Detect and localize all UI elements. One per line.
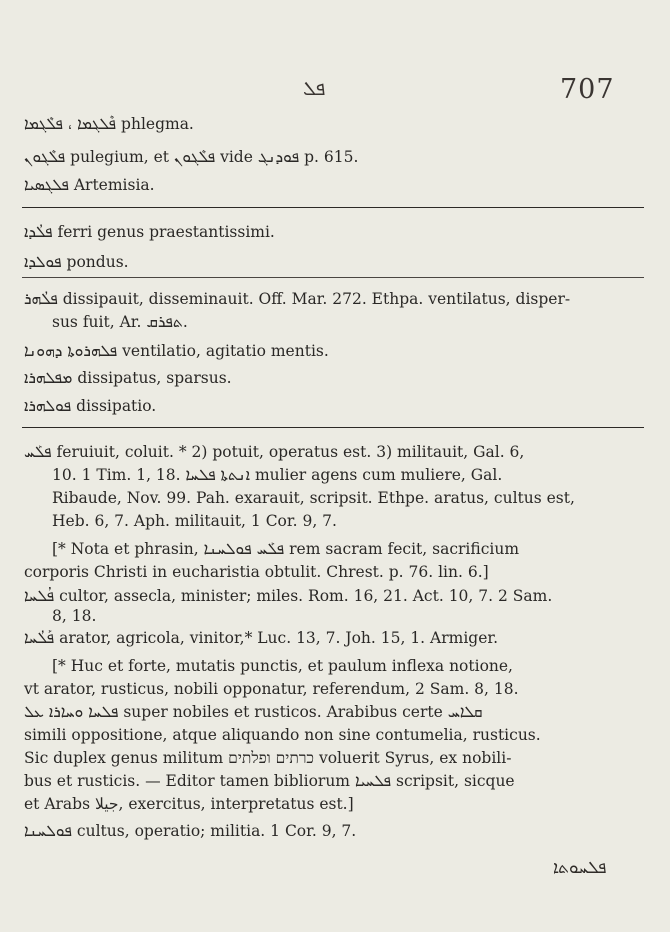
entry-line: Sic duplex genus militum כרתים ופלתים voluerit Syrus, ex nobili- <box>24 749 512 767</box>
entry-line: ܦܠܶܓܘܢ pulegium, et ܦܠܶܓܘܢ vide ܦܘܕܢܓ p. 615. <box>24 148 359 166</box>
entry-line: [* Nota et phrasin, ܦܠܰܚ ܦܘܠܚܢܐ rem sacram fecit, sacrificium <box>52 540 520 558</box>
entry-line: ܦܠܗܪܘܬܐ ܕܗܘܢܐ ventilatio, agitatio mentis. <box>24 342 329 360</box>
entry-line: vt arator, rusticus, nobili opponatur, referendum, 2 Sam. 8, 18. <box>24 680 519 698</box>
entry-line: ܦܶܠܓܡܐ ، ܦܠܶܓܡܐ phlegma. <box>24 115 194 133</box>
entry-line: corporis Christi in eucharistia obtulit. Chrest. p. 76. lin. 6.] <box>24 563 489 581</box>
entry-line: ܦܰܠܳܚܐ arator, agricola, vinitor,* Luc. 13, 7. Joh. 15, 1. Armiger. <box>24 629 499 647</box>
section-divider <box>22 277 644 278</box>
entry-line: ܦܳܠܚܐ cultor, assecla, minister; miles. Rom. 16, 21. Act. 10, 7. 2 Sam. <box>24 587 553 605</box>
entry-line: bus et rusticis. — Editor tamen bibliorum ܦܠܚܝܐ scripsit, sicque <box>24 772 515 790</box>
entry-line: Ribaude, Nov. 99. Pah. exarauit, scripsit. Ethpe. aratus, cultus est, <box>52 489 575 507</box>
entry-line: ܦܠܰܚ feruiuit, coluit. * 2) potuit, operatus est. 3) militauit, Gal. 6, <box>24 443 525 461</box>
entry-line: Heb. 6, 7. Aph. militauit, 1 Cor. 9, 7. <box>52 512 337 530</box>
entry-line: ܦܘܠܚܢܐ cultus, operatio; militia. 1 Cor. 9, 7. <box>24 822 357 840</box>
entry-line: ܦܠܳܕܐ ferri genus praestantissimi. <box>24 223 275 241</box>
section-divider <box>22 207 644 208</box>
entry-line: simili oppositione, atque aliquando non sine contumelia, rusticus. <box>24 726 541 744</box>
entry-line: sus fuit, Ar. ܬܦܪܩ. <box>52 313 188 331</box>
catchword: ܦܠܚܘܬܐ <box>553 858 607 878</box>
entry-line: ܦܠܚܐ ܘܚܐܪܐ ܥܠ super nobiles et rusticos. Arabibus certe ܩܠܐܚ <box>24 703 483 721</box>
section-divider <box>22 427 644 428</box>
page-number: 707 <box>560 74 615 105</box>
entry-line: ܦܘܠܕܐ pondus. <box>24 253 129 271</box>
entry-line: ܦܠܓܣܝܐ Artemisia. <box>24 176 155 194</box>
entry-line: [* Huc et forte, mutatis punctis, et paulum inflexa notione, <box>52 657 513 675</box>
entry-line: 10. 1 Tim. 1, 18. ܐܢܬܬܐ ܦܠܚܐ mulier agens cum muliere, Gal. <box>52 466 503 484</box>
entry-line: et Arabs جيلا, exercitus, interpretatus est.] <box>24 795 354 813</box>
running-header: ܦܠ <box>303 76 326 100</box>
entry-line: 8, 18. <box>52 607 97 625</box>
entry-line: ܦܠܳܗܪ dissipauit, disseminauit. Off. Mar. 272. Ethpa. ventilatus, disper- <box>24 290 571 308</box>
entry-line: ܡܦܠܗܪܐ dissipatus, sparsus. <box>24 369 232 387</box>
entry-line: ܦܘܠܗܪܐ dissipatio. <box>24 397 157 415</box>
